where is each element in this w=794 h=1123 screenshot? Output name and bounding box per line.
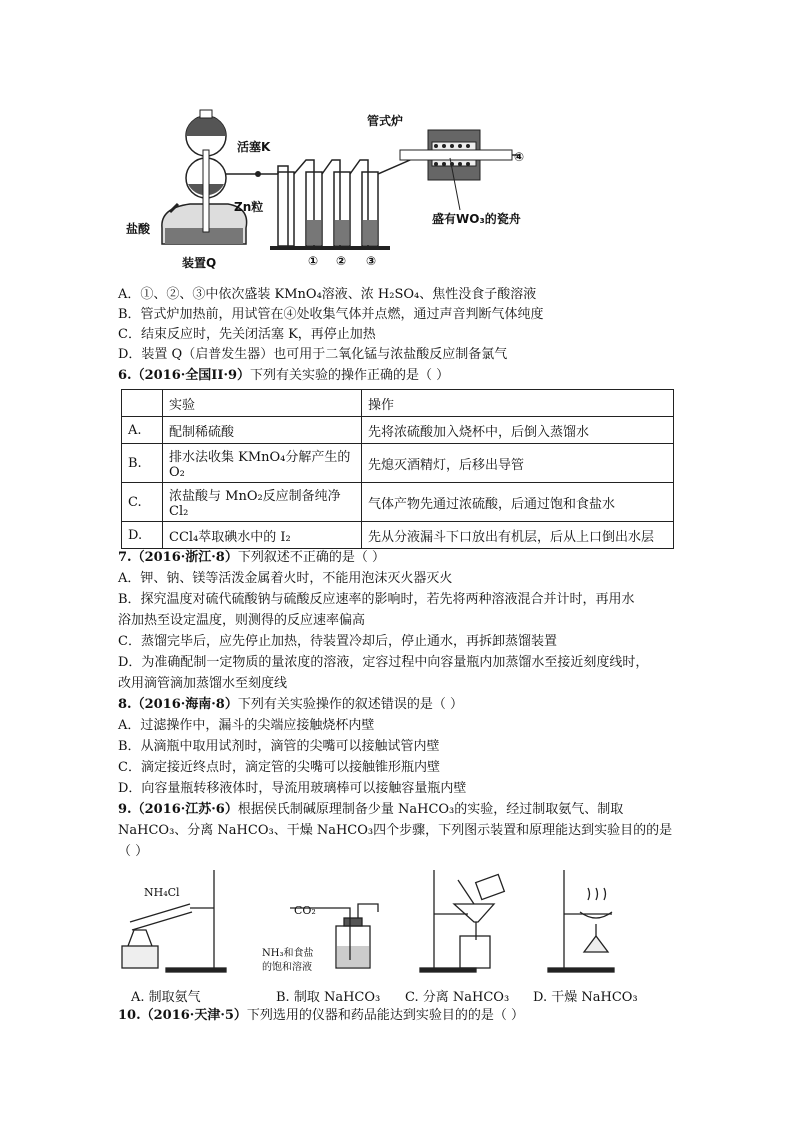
q9-label-sol1: NH₃和食盐 (262, 948, 314, 959)
q7-line: C．蒸馏完毕后，应先停止加热，待装置冷却后，停止通水，再拆卸蒸馏装置 (118, 634, 557, 649)
table-cell: 先将浓硫酸加入烧杯中，后倒入蒸馏水 (362, 417, 674, 444)
label-circle-4: ④ (514, 150, 525, 164)
table-row (122, 444, 674, 483)
label-circle-1: ① (308, 254, 319, 268)
q9-stem-2: NaHCO₃、分离 NaHCO₃、干燥 NaHCO₃四个步骤，下列图示装置和原理能达到实验目的的是 (118, 823, 673, 838)
table-cell: D. (122, 522, 163, 549)
q9-stem-3: （ ） (118, 844, 149, 859)
q8-text: 下列有关实验操作的叙述错误的是（ ） (237, 697, 463, 712)
q9-caption-a: A. 制取氨气 (131, 990, 201, 1005)
table-cell: 先熄灭酒精灯，后移出导管 (362, 444, 674, 483)
table-cell: C. (122, 483, 163, 522)
q8-line: B．从滴瓶中取用试剂时，滴管的尖嘴可以接触试管内壁 (118, 739, 440, 754)
q5-option-b: B．管式炉加热前，用试管在④处收集气体并点燃，通过声音判断气体纯度 (118, 307, 544, 322)
label-zn: Zn粒 (234, 200, 264, 214)
q5-option-c: C．结束反应时，先关闭活塞 K，再停止加热 (118, 327, 376, 342)
table-cell: B. (122, 444, 163, 483)
q8-line: A．过滤操作中，漏斗的尖端应接触烧杯内壁 (118, 718, 375, 733)
header-cell: 实验 (163, 390, 362, 417)
q6-stem (118, 367, 449, 385)
q9-text: 根据侯氏制碱原理制备少量 NaHCO₃的实验，经过制取氨气、制取 (237, 802, 624, 817)
q9-caption-c: C. 分离 NaHCO₃ (405, 990, 510, 1005)
table-cell: 先从分液漏斗下口放出有机层，后从上口倒出水层 (362, 522, 674, 549)
q7-line: D．为准确配制一定物质的量浓度的溶液，定容过程中向容量瓶内加蒸馏水至接近刻度线时， (118, 655, 649, 670)
q7-stem (118, 549, 385, 567)
q5-option-d: D．装置 Q（启普发生器）也可用于二氧化锰与浓盐酸反应制备氯气 (118, 347, 508, 362)
q9-caption-b: B. 制取 NaHCO₃ (276, 990, 381, 1005)
label-apparatus-q: 装置Q (182, 256, 217, 270)
q9-figures (118, 860, 648, 978)
header-cell (122, 390, 163, 417)
table-cell: CCl₄萃取碘水中的 I₂ (163, 522, 362, 549)
table-row (122, 522, 674, 549)
label-hcl: 盐酸 (126, 222, 151, 236)
q7-line: A．钾、钠、镁等活泼金属着火时，不能用泡沫灭火器灭火 (118, 571, 453, 586)
q7-line: B．探究温度对硫代硫酸钠与硫酸反应速率的影响时，若先将两种溶液混合并计时，再用水 (118, 592, 635, 607)
q9-label-nh4cl: NH₄Cl (144, 886, 180, 899)
q9-number: 9. (118, 802, 132, 817)
q10-number: 10. (118, 1008, 141, 1023)
q7-source: （2016·浙江·8） (131, 550, 238, 565)
label-circle-3: ③ (366, 254, 377, 268)
table-cell: 浓盐酸与 MnO₂反应制备纯净 Cl₂ (163, 483, 362, 522)
header-cell: 操作 (362, 390, 674, 417)
label-circle-2: ② (336, 254, 347, 268)
q6-number: 6. (118, 368, 132, 383)
table-row (122, 483, 674, 522)
table-cell: 排水法收集 KMnO₄分解产生的 O₂ (163, 444, 362, 483)
q6-text: 下列有关实验的操作正确的是（ ） (250, 368, 450, 383)
table-row (122, 417, 674, 444)
q10-stem (118, 1007, 524, 1025)
q7-text: 下列叙述不正确的是（ ） (237, 550, 385, 565)
q9-stem (118, 801, 623, 819)
label-valve-k: 活塞K (237, 140, 271, 154)
q10-source: （2016·天津·5） (140, 1008, 247, 1023)
table-cell: A. (122, 417, 163, 444)
q9-label-sol2: 的饱和溶液 (262, 962, 312, 973)
q9-caption-d: D. 干燥 NaHCO₃ (533, 990, 638, 1005)
q6-table (121, 389, 674, 549)
q8-source: （2016·海南·8） (131, 697, 238, 712)
q8-line: C．滴定接近终点时，滴定管的尖嘴可以接触锥形瓶内壁 (118, 760, 440, 775)
q8-stem (118, 696, 463, 714)
q7-number: 7. (118, 550, 132, 565)
q10-text: 下列选用的仪器和药品能达到实验目的的是（ ） (246, 1008, 525, 1023)
q6-source: （2016·全国II·9） (131, 368, 251, 383)
apparatus-q-figure (110, 100, 540, 280)
table-header (122, 390, 674, 417)
q8-number: 8. (118, 697, 132, 712)
table-cell: 配制稀硫酸 (163, 417, 362, 444)
q7-line: 浴加热至设定温度，则测得的反应速率偏高 (118, 613, 366, 628)
label-tube-furnace: 管式炉 (367, 114, 404, 128)
q7-line: 改用滴管滴加蒸馏水至刻度线 (118, 676, 288, 691)
q8-line: D．向容量瓶转移液体时，导流用玻璃棒可以接触容量瓶内壁 (118, 781, 467, 796)
q9-label-co2: CO₂ (294, 904, 316, 917)
q5-option-a: A．①、②、③中依次盛装 KMnO₄溶液、浓 H₂SO₄、焦性没食子酸溶液 (118, 287, 537, 302)
table-cell: 气体产物先通过浓硫酸，后通过饱和食盐水 (362, 483, 674, 522)
label-boat: 盛有WO₃的瓷舟 (432, 212, 521, 226)
q9-source: （2016·江苏·6） (131, 802, 238, 817)
